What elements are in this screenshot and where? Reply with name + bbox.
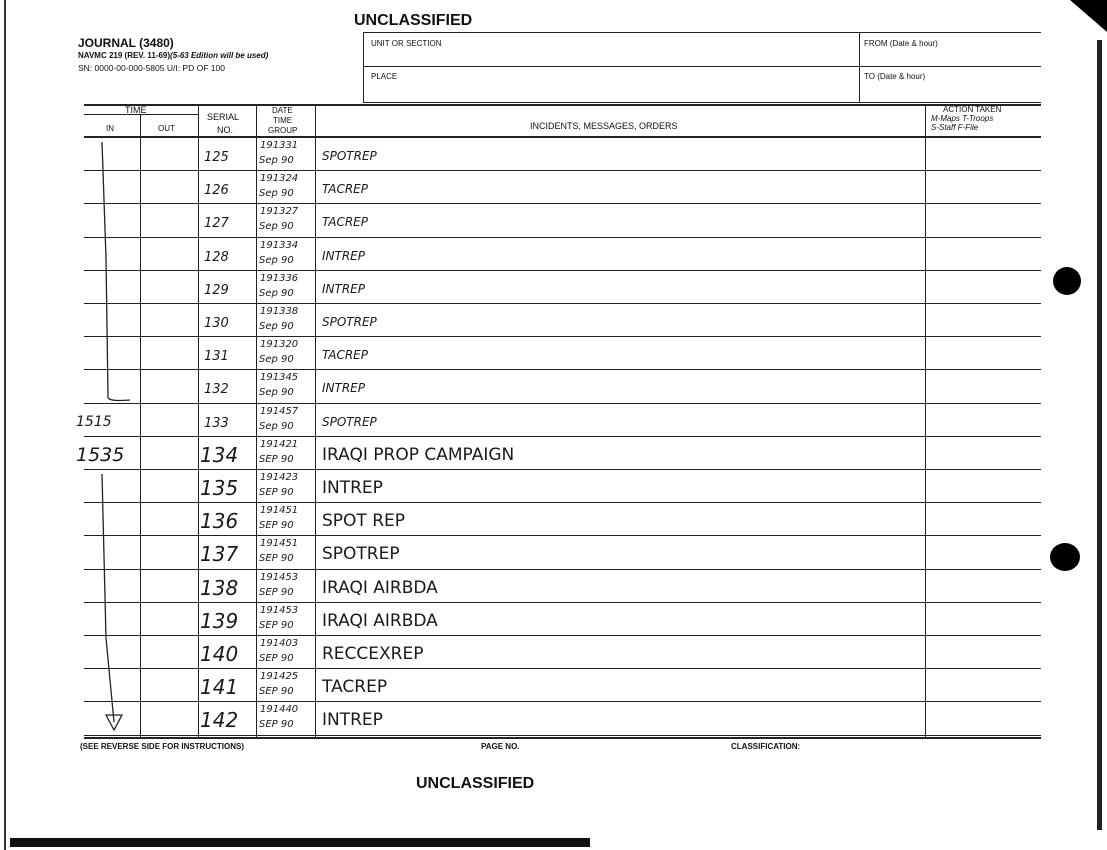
col-action-sf: S-Staff F-File	[931, 123, 979, 132]
row-message: SPOTREP	[322, 544, 400, 565]
row-dtg-date: SEP 90	[259, 487, 294, 498]
row-dtg-date: SEP 90	[259, 653, 294, 664]
table-row	[76, 437, 1041, 470]
row-dtg-time: 191403	[260, 638, 299, 649]
row-dtg-date: Sep 90	[259, 221, 294, 233]
row-dtg-time: 191421	[260, 438, 299, 450]
row-message: TACREP	[322, 677, 388, 698]
row-serial: 139	[200, 608, 239, 633]
table-row	[84, 536, 1041, 569]
row-dtg-date: Sep 90	[259, 155, 294, 166]
table-row	[84, 603, 1041, 636]
row-message: SPOTREP	[322, 315, 377, 329]
row-message: INTREP	[322, 281, 366, 296]
row-serial: 133	[204, 415, 229, 431]
table-row	[84, 636, 1041, 669]
row-message: IRAQI AIRBDA	[322, 577, 438, 598]
row-dtg-date: SEP 90	[259, 453, 294, 465]
row-dtg-date: Sep 90	[259, 254, 294, 266]
row-message: TACREP	[322, 215, 368, 230]
from-label: FROM (Date & hour)	[864, 39, 938, 48]
row-serial: 132	[204, 382, 229, 398]
classification-banner-bottom: UNCLASSIFIED	[416, 775, 535, 792]
table-row	[76, 404, 1041, 437]
col-dtg-group: GROUP	[268, 126, 298, 135]
row-serial: 129	[204, 282, 229, 298]
row-dtg-time: 191331	[260, 140, 299, 151]
table-row	[84, 304, 1041, 337]
table-row	[84, 271, 1041, 304]
form-navmc-text: NAVMC 219 (REV. 11-69)	[78, 51, 171, 60]
row-dtg-time: 191334	[260, 239, 299, 251]
table-row	[84, 171, 1041, 204]
row-serial: 128	[204, 249, 229, 265]
row-dtg-date: SEP 90	[259, 586, 294, 598]
row-dtg-date: Sep 90	[259, 287, 294, 299]
row-dtg-date: Sep 90	[259, 420, 294, 432]
row-serial: 125	[204, 150, 229, 165]
row-serial: 137	[200, 542, 239, 567]
form-sn: SN: 0000-00-000-5805 U/I: PD OF 100	[78, 63, 225, 73]
punch-hole-lower	[1050, 543, 1080, 571]
row-dtg-date: SEP 90	[259, 719, 294, 731]
scan-edge-left	[4, 0, 6, 850]
row-message: SPOTREP	[322, 149, 377, 163]
corner-shadow	[1060, 0, 1107, 40]
col-serial-no: NO.	[217, 125, 234, 135]
row-dtg-time: 191423	[260, 472, 299, 483]
row-message: INTREP	[322, 478, 383, 498]
row-serial: 138	[200, 575, 239, 600]
row-message: INTREP	[322, 248, 366, 263]
row-message: IRAQI PROP CAMPAIGN	[322, 444, 515, 465]
form-navmc	[78, 51, 268, 60]
row-message: SPOT REP	[322, 511, 406, 532]
punch-hole-upper	[1053, 267, 1081, 295]
col-serial: SERIAL	[207, 112, 240, 122]
col-out: OUT	[158, 124, 175, 133]
row-dtg-date: SEP 90	[259, 686, 294, 698]
row-dtg-time: 191425	[260, 671, 299, 683]
row-serial: 127	[204, 216, 229, 232]
table-row	[84, 570, 1041, 603]
col-dtg-date: DATE	[272, 106, 293, 115]
row-dtg-time: 191453	[260, 604, 299, 616]
row-dtg-time: 191440	[260, 704, 299, 716]
row-time-in: 1535	[76, 443, 125, 466]
form-edition-note: (5-63 Edition will be used)	[170, 51, 269, 60]
row-serial: 134	[200, 442, 239, 467]
table-row	[84, 337, 1041, 370]
row-dtg-time: 191457	[260, 405, 299, 417]
row-dtg-date: Sep 90	[259, 188, 294, 200]
row-serial: 141	[200, 675, 239, 700]
table-row	[84, 503, 1041, 536]
row-dtg-date: SEP 90	[259, 520, 294, 532]
footer-page-no: PAGE NO.	[481, 742, 520, 751]
row-message: INTREP	[322, 710, 383, 731]
row-serial: 126	[204, 183, 229, 199]
scan-edge-bottom	[10, 838, 590, 847]
row-dtg-date: Sep 90	[259, 354, 294, 366]
col-action-mt: M-Maps T-Troops	[931, 114, 994, 123]
row-message: TACREP	[322, 348, 368, 363]
col-time: TIME	[125, 105, 147, 115]
row-dtg-time: 191451	[260, 505, 299, 517]
table-row	[84, 204, 1041, 237]
row-dtg-time: 191338	[260, 306, 299, 317]
classification-banner-top: UNCLASSIFIED	[354, 12, 473, 29]
row-serial: 136	[200, 509, 239, 534]
row-dtg-date: SEP 90	[259, 553, 294, 565]
place-label: PLACE	[371, 72, 398, 81]
unit-section-label: UNIT OR SECTION	[371, 39, 442, 48]
to-label: TO (Date & hour)	[864, 72, 926, 81]
row-message: TACREP	[322, 182, 368, 197]
row-dtg-time: 191451	[260, 538, 299, 550]
table-row	[84, 138, 1041, 171]
row-serial: 140	[200, 642, 239, 666]
row-dtg-time: 191336	[260, 272, 299, 284]
row-dtg-time: 191453	[260, 571, 299, 583]
table-row	[84, 470, 1041, 503]
row-message: INTREP	[322, 381, 366, 396]
form-title: JOURNAL (3480)	[78, 36, 174, 50]
row-serial: 142	[200, 708, 239, 733]
col-action: ACTION TAKEN	[943, 105, 1002, 114]
row-serial: 135	[200, 476, 239, 500]
col-in: IN	[106, 124, 114, 133]
footer-classification: CLASSIFICATION:	[731, 742, 801, 751]
table-row	[84, 238, 1041, 271]
row-dtg-time: 191327	[260, 206, 299, 218]
table-row	[84, 702, 1041, 735]
row-dtg-time: 191320	[260, 339, 299, 351]
footer-instructions: (SEE REVERSE SIDE FOR INSTRUCTIONS)	[80, 742, 245, 751]
table-row	[84, 370, 1041, 403]
row-dtg-time: 191324	[260, 173, 299, 185]
row-message: RECCEXREP	[322, 644, 424, 664]
row-time-in: 1515	[76, 413, 112, 430]
row-message: SPOTREP	[322, 414, 377, 429]
table-row	[84, 669, 1041, 702]
scan-edge-right	[1097, 40, 1102, 830]
row-serial: 131	[204, 349, 229, 365]
col-incidents: INCIDENTS, MESSAGES, ORDERS	[530, 121, 678, 131]
row-dtg-date: SEP 90	[259, 619, 294, 631]
row-dtg-date: Sep 90	[259, 387, 294, 399]
row-dtg-date: Sep 90	[259, 321, 294, 332]
row-message: IRAQI AIRBDA	[322, 610, 438, 631]
time-bracket-arrows	[84, 138, 144, 738]
col-dtg-time: TIME	[273, 116, 293, 125]
row-dtg-time: 191345	[260, 372, 299, 384]
row-serial: 130	[204, 316, 229, 331]
